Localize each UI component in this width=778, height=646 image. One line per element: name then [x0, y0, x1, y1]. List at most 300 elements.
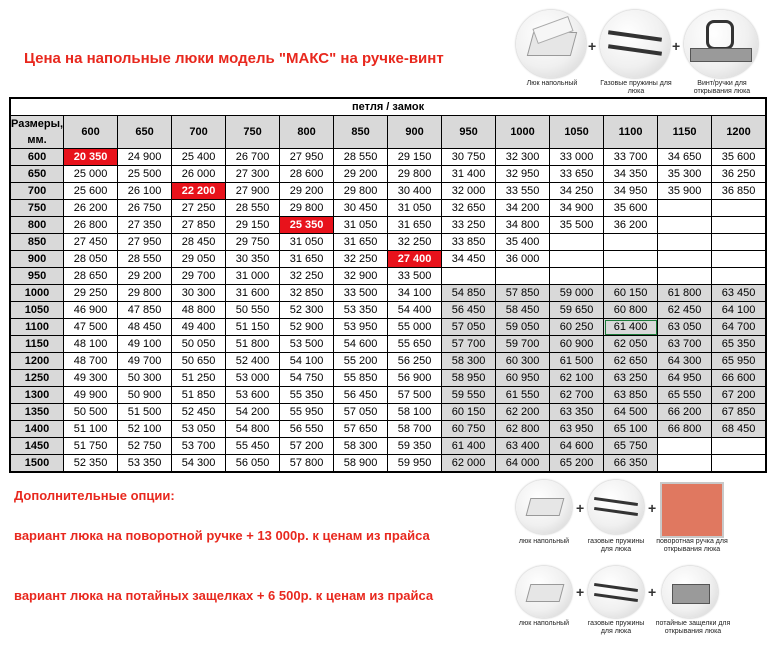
price-cell[interactable]: 53 350: [118, 455, 172, 473]
price-cell[interactable]: 48 800: [172, 302, 226, 319]
price-cell[interactable]: 66 350: [604, 455, 658, 473]
price-cell[interactable]: 52 450: [172, 404, 226, 421]
price-cell[interactable]: 29 200: [118, 268, 172, 285]
price-cell[interactable]: 51 250: [172, 370, 226, 387]
price-cell[interactable]: [712, 200, 767, 217]
price-cell[interactable]: 52 100: [118, 421, 172, 438]
table-row: [10, 302, 766, 319]
column-header: 600: [64, 116, 118, 149]
price-cell[interactable]: 58 900: [334, 455, 388, 473]
price-cell[interactable]: 50 500: [64, 404, 118, 421]
price-cell[interactable]: 27 300: [226, 166, 280, 183]
price-cell[interactable]: 51 850: [172, 387, 226, 404]
price-cell[interactable]: 62 000: [442, 455, 496, 473]
column-header: 1150: [658, 116, 712, 149]
price-cell[interactable]: [658, 438, 712, 455]
price-cell[interactable]: 51 800: [226, 336, 280, 353]
price-cell[interactable]: 57 700: [442, 336, 496, 353]
price-cell[interactable]: 22 200: [172, 183, 226, 200]
floor-hatch-image: [516, 480, 572, 534]
price-cell[interactable]: 50 650: [172, 353, 226, 370]
price-cell[interactable]: 51 100: [64, 421, 118, 438]
price-cell[interactable]: 56 450: [334, 387, 388, 404]
row-header: 1350: [10, 404, 64, 421]
table-row: [10, 149, 766, 166]
price-cell[interactable]: 53 000: [226, 370, 280, 387]
price-cell[interactable]: 55 200: [334, 353, 388, 370]
price-cell[interactable]: 36 850: [712, 183, 767, 200]
price-cell[interactable]: 29 250: [64, 285, 118, 302]
price-cell[interactable]: 61 800: [658, 285, 712, 302]
price-cell[interactable]: 53 950: [334, 319, 388, 336]
price-cell[interactable]: 56 050: [226, 455, 280, 473]
row-header: 900: [10, 251, 64, 268]
price-cell[interactable]: 29 150: [226, 217, 280, 234]
price-cell[interactable]: 28 650: [64, 268, 118, 285]
row-header: 850: [10, 234, 64, 251]
price-cell[interactable]: 47 850: [118, 302, 172, 319]
price-cell[interactable]: 35 600: [712, 149, 767, 166]
price-cell[interactable]: 34 950: [604, 183, 658, 200]
price-cell[interactable]: 57 800: [280, 455, 334, 473]
price-cell[interactable]: 26 800: [64, 217, 118, 234]
price-cell[interactable]: 53 050: [172, 421, 226, 438]
price-cell[interactable]: 31 650: [388, 217, 442, 234]
price-cell[interactable]: 63 850: [604, 387, 658, 404]
price-cell[interactable]: [712, 234, 767, 251]
price-cell[interactable]: 62 800: [496, 421, 550, 438]
price-cell[interactable]: 29 200: [280, 183, 334, 200]
price-cell[interactable]: 28 600: [280, 166, 334, 183]
price-cell[interactable]: 52 300: [280, 302, 334, 319]
price-cell[interactable]: 65 200: [550, 455, 604, 473]
price-cell[interactable]: 36 200: [604, 217, 658, 234]
price-cell[interactable]: 67 850: [712, 404, 767, 421]
caption: потайные защелки для открывания люка: [655, 620, 731, 635]
price-cell[interactable]: 62 450: [658, 302, 712, 319]
price-cell[interactable]: 32 250: [280, 268, 334, 285]
price-cell[interactable]: 35 400: [496, 234, 550, 251]
price-cell[interactable]: 59 700: [496, 336, 550, 353]
price-cell[interactable]: 64 100: [712, 302, 767, 319]
price-cell[interactable]: 49 100: [118, 336, 172, 353]
price-cell[interactable]: 27 400: [388, 251, 442, 268]
price-cell[interactable]: 29 700: [172, 268, 226, 285]
price-cell[interactable]: 31 050: [280, 234, 334, 251]
price-cell[interactable]: 32 950: [496, 166, 550, 183]
price-cell[interactable]: 35 600: [604, 200, 658, 217]
price-cell[interactable]: 31 650: [334, 234, 388, 251]
price-cell[interactable]: 61 550: [496, 387, 550, 404]
price-cell[interactable]: 55 000: [388, 319, 442, 336]
price-cell[interactable]: 54 800: [226, 421, 280, 438]
price-cell[interactable]: 53 500: [280, 336, 334, 353]
price-cell[interactable]: 53 350: [334, 302, 388, 319]
price-cell[interactable]: 31 050: [334, 217, 388, 234]
price-cell[interactable]: 63 050: [658, 319, 712, 336]
price-cell[interactable]: 51 750: [64, 438, 118, 455]
table-row: [10, 234, 766, 251]
price-cell[interactable]: 61 400: [604, 319, 658, 336]
price-cell[interactable]: 35 300: [658, 166, 712, 183]
price-cell[interactable]: 25 400: [172, 149, 226, 166]
column-header: 1050: [550, 116, 604, 149]
price-cell[interactable]: 68 450: [712, 421, 767, 438]
price-cell[interactable]: 50 550: [226, 302, 280, 319]
price-cell[interactable]: 48 700: [64, 353, 118, 370]
price-cell[interactable]: 54 850: [442, 285, 496, 302]
price-cell[interactable]: 31 650: [280, 251, 334, 268]
row-header: 1050: [10, 302, 64, 319]
price-cell[interactable]: 59 050: [496, 319, 550, 336]
price-cell[interactable]: 46 900: [64, 302, 118, 319]
price-cell[interactable]: 27 350: [118, 217, 172, 234]
price-cell[interactable]: 58 950: [442, 370, 496, 387]
price-cell[interactable]: 53 700: [172, 438, 226, 455]
price-cell[interactable]: 60 150: [442, 404, 496, 421]
price-cell[interactable]: 60 300: [496, 353, 550, 370]
gas-springs-image: [600, 10, 670, 78]
price-cell[interactable]: 62 700: [550, 387, 604, 404]
price-cell[interactable]: 34 450: [442, 251, 496, 268]
price-cell[interactable]: 55 350: [280, 387, 334, 404]
price-cell[interactable]: 63 700: [658, 336, 712, 353]
price-cell[interactable]: 63 400: [496, 438, 550, 455]
price-cell[interactable]: 30 300: [172, 285, 226, 302]
price-cell[interactable]: [658, 251, 712, 268]
price-cell[interactable]: 32 300: [496, 149, 550, 166]
row-header: 1400: [10, 421, 64, 438]
price-cell[interactable]: 57 500: [388, 387, 442, 404]
price-cell[interactable]: 36 000: [496, 251, 550, 268]
price-cell[interactable]: 54 100: [280, 353, 334, 370]
price-cell[interactable]: 64 000: [496, 455, 550, 473]
price-cell[interactable]: 34 250: [550, 183, 604, 200]
price-cell[interactable]: [658, 234, 712, 251]
price-cell[interactable]: 29 200: [334, 166, 388, 183]
table-row: [10, 336, 766, 353]
table-row: [10, 200, 766, 217]
price-cell[interactable]: 33 700: [604, 149, 658, 166]
price-table: [9, 97, 767, 473]
price-cell[interactable]: 33 650: [550, 166, 604, 183]
price-cell[interactable]: 59 000: [550, 285, 604, 302]
price-cell[interactable]: 64 500: [604, 404, 658, 421]
caption: люк напольный: [518, 538, 570, 545]
price-cell[interactable]: 52 900: [280, 319, 334, 336]
price-cell[interactable]: 20 350: [64, 149, 118, 166]
price-cell[interactable]: [658, 268, 712, 285]
price-cell[interactable]: 58 700: [388, 421, 442, 438]
price-cell[interactable]: 65 750: [604, 438, 658, 455]
price-cell[interactable]: 34 650: [658, 149, 712, 166]
row-header: 700: [10, 183, 64, 200]
price-cell[interactable]: 63 350: [550, 404, 604, 421]
price-cell[interactable]: 57 650: [334, 421, 388, 438]
price-cell[interactable]: 30 750: [442, 149, 496, 166]
price-cell[interactable]: [712, 268, 767, 285]
price-cell[interactable]: 49 400: [172, 319, 226, 336]
price-cell[interactable]: 49 700: [118, 353, 172, 370]
price-cell[interactable]: 47 500: [64, 319, 118, 336]
table-row: [10, 217, 766, 234]
price-cell[interactable]: 29 800: [334, 183, 388, 200]
price-cell[interactable]: 65 350: [712, 336, 767, 353]
row-header: 1500: [10, 455, 64, 473]
price-cell[interactable]: 57 050: [334, 404, 388, 421]
price-cell[interactable]: 49 900: [64, 387, 118, 404]
price-cell[interactable]: 32 850: [280, 285, 334, 302]
price-cell[interactable]: 58 450: [496, 302, 550, 319]
column-header: 1200: [712, 116, 767, 149]
price-cell[interactable]: 58 100: [388, 404, 442, 421]
price-cell[interactable]: 52 750: [118, 438, 172, 455]
price-cell[interactable]: 53 600: [226, 387, 280, 404]
table-body: [10, 149, 766, 473]
table-row: [10, 251, 766, 268]
price-cell[interactable]: 35 500: [550, 217, 604, 234]
price-cell[interactable]: 35 900: [658, 183, 712, 200]
price-cell[interactable]: 28 050: [64, 251, 118, 268]
price-cell[interactable]: 55 850: [334, 370, 388, 387]
price-cell[interactable]: 60 900: [550, 336, 604, 353]
price-cell[interactable]: 56 250: [388, 353, 442, 370]
price-cell[interactable]: 29 800: [388, 166, 442, 183]
price-cell[interactable]: 55 450: [226, 438, 280, 455]
price-cell[interactable]: [712, 217, 767, 234]
plus-sign: +: [672, 38, 681, 54]
price-cell[interactable]: 33 850: [442, 234, 496, 251]
price-cell[interactable]: [442, 268, 496, 285]
table-row: [10, 166, 766, 183]
price-cell[interactable]: 51 150: [226, 319, 280, 336]
price-cell[interactable]: 50 300: [118, 370, 172, 387]
price-cell[interactable]: 27 950: [118, 234, 172, 251]
row-header: 950: [10, 268, 64, 285]
price-cell[interactable]: [658, 217, 712, 234]
price-cell[interactable]: 59 650: [550, 302, 604, 319]
price-cell[interactable]: 56 450: [442, 302, 496, 319]
column-header: 950: [442, 116, 496, 149]
caption: Газовые пружины для люка: [600, 80, 672, 95]
price-cell[interactable]: 64 700: [712, 319, 767, 336]
price-cell[interactable]: 60 150: [604, 285, 658, 302]
price-cell[interactable]: 33 250: [442, 217, 496, 234]
price-cell[interactable]: 30 450: [334, 200, 388, 217]
price-cell[interactable]: 60 750: [442, 421, 496, 438]
price-cell[interactable]: 27 250: [172, 200, 226, 217]
price-cell[interactable]: 25 600: [64, 183, 118, 200]
price-cell[interactable]: 52 350: [64, 455, 118, 473]
price-cell[interactable]: 31 600: [226, 285, 280, 302]
price-cell[interactable]: 58 300: [442, 353, 496, 370]
price-cell[interactable]: 25 000: [64, 166, 118, 183]
price-cell[interactable]: 29 050: [172, 251, 226, 268]
price-cell[interactable]: 27 850: [172, 217, 226, 234]
price-cell[interactable]: 51 500: [118, 404, 172, 421]
price-cell[interactable]: 31 400: [442, 166, 496, 183]
price-cell[interactable]: 36 250: [712, 166, 767, 183]
price-cell[interactable]: 34 800: [496, 217, 550, 234]
price-cell[interactable]: 64 600: [550, 438, 604, 455]
price-cell[interactable]: 32 250: [388, 234, 442, 251]
price-cell[interactable]: 33 550: [496, 183, 550, 200]
price-cell[interactable]: 28 550: [118, 251, 172, 268]
price-cell[interactable]: 26 750: [118, 200, 172, 217]
price-cell[interactable]: 30 350: [226, 251, 280, 268]
price-cell[interactable]: 33 000: [550, 149, 604, 166]
price-cell[interactable]: 63 950: [550, 421, 604, 438]
column-header: 1100: [604, 116, 658, 149]
price-cell[interactable]: 63 450: [712, 285, 767, 302]
caption: поворотная ручка для открывания люка: [656, 538, 728, 553]
price-cell[interactable]: 28 550: [334, 149, 388, 166]
price-cell[interactable]: 32 900: [334, 268, 388, 285]
caption: газовые пружины для люка: [587, 620, 645, 635]
price-cell[interactable]: 50 050: [172, 336, 226, 353]
table-row: [10, 353, 766, 370]
price-cell[interactable]: 26 700: [226, 149, 280, 166]
price-cell[interactable]: [550, 251, 604, 268]
price-cell[interactable]: 54 600: [334, 336, 388, 353]
price-cell[interactable]: 26 200: [64, 200, 118, 217]
price-cell[interactable]: 54 300: [172, 455, 226, 473]
price-cell[interactable]: 48 100: [64, 336, 118, 353]
price-cell[interactable]: 59 350: [388, 438, 442, 455]
table-row: [10, 268, 766, 285]
price-cell[interactable]: [496, 268, 550, 285]
price-cell[interactable]: 32 000: [442, 183, 496, 200]
price-cell[interactable]: 57 200: [280, 438, 334, 455]
price-cell[interactable]: 65 950: [712, 353, 767, 370]
price-cell[interactable]: 27 900: [226, 183, 280, 200]
price-cell[interactable]: 56 900: [388, 370, 442, 387]
table-row: [10, 438, 766, 455]
price-cell[interactable]: 66 600: [712, 370, 767, 387]
price-cell[interactable]: 31 000: [226, 268, 280, 285]
price-cell[interactable]: 55 950: [280, 404, 334, 421]
price-cell[interactable]: 66 800: [658, 421, 712, 438]
price-cell[interactable]: 52 400: [226, 353, 280, 370]
price-cell[interactable]: 67 200: [712, 387, 767, 404]
price-cell[interactable]: 48 450: [118, 319, 172, 336]
price-cell[interactable]: [712, 438, 767, 455]
price-cell[interactable]: [604, 234, 658, 251]
price-cell[interactable]: 59 550: [442, 387, 496, 404]
row-header: 1300: [10, 387, 64, 404]
price-cell[interactable]: 62 200: [496, 404, 550, 421]
price-cell[interactable]: 34 100: [388, 285, 442, 302]
price-cell[interactable]: 29 800: [280, 200, 334, 217]
price-cell[interactable]: [712, 455, 767, 473]
price-cell[interactable]: 29 750: [226, 234, 280, 251]
price-cell[interactable]: 54 400: [388, 302, 442, 319]
price-cell[interactable]: 50 900: [118, 387, 172, 404]
option-line-rotary: вариант люка на поворотной ручке + 13 000р. к ценам из прайса: [14, 528, 430, 543]
price-cell[interactable]: 59 950: [388, 455, 442, 473]
caption: Люк напольный: [526, 80, 578, 87]
price-cell[interactable]: 24 900: [118, 149, 172, 166]
price-cell[interactable]: 60 800: [604, 302, 658, 319]
option1-images: + + люк напольный газовые пружины для люка поворотная ручка для открывания люка: [512, 480, 774, 560]
price-cell[interactable]: 25 500: [118, 166, 172, 183]
price-cell[interactable]: 64 950: [658, 370, 712, 387]
price-cell[interactable]: 61 400: [442, 438, 496, 455]
price-cell[interactable]: 55 650: [388, 336, 442, 353]
price-cell[interactable]: 27 950: [280, 149, 334, 166]
price-cell[interactable]: 65 100: [604, 421, 658, 438]
table-row: [10, 387, 766, 404]
column-header: 1000: [496, 116, 550, 149]
table-row: [10, 421, 766, 438]
price-cell[interactable]: [550, 268, 604, 285]
price-cell[interactable]: 56 550: [280, 421, 334, 438]
price-cell[interactable]: 60 250: [550, 319, 604, 336]
price-cell[interactable]: 33 500: [388, 268, 442, 285]
price-cell[interactable]: [658, 455, 712, 473]
price-cell[interactable]: 25 350: [280, 217, 334, 234]
caption: газовые пружины для люка: [587, 538, 645, 553]
price-cell[interactable]: 57 050: [442, 319, 496, 336]
price-cell[interactable]: 34 350: [604, 166, 658, 183]
price-cell[interactable]: 57 850: [496, 285, 550, 302]
price-cell[interactable]: 54 750: [280, 370, 334, 387]
price-cell[interactable]: 28 550: [226, 200, 280, 217]
price-cell[interactable]: [604, 251, 658, 268]
price-cell[interactable]: 62 100: [550, 370, 604, 387]
price-cell[interactable]: 60 950: [496, 370, 550, 387]
column-header-row: [10, 116, 766, 149]
price-cell[interactable]: 33 500: [334, 285, 388, 302]
price-cell[interactable]: 30 400: [388, 183, 442, 200]
price-cell[interactable]: 34 900: [550, 200, 604, 217]
price-cell[interactable]: 65 550: [658, 387, 712, 404]
price-cell[interactable]: 26 000: [172, 166, 226, 183]
row-header: 750: [10, 200, 64, 217]
table-merged-header: петля / замок: [10, 98, 766, 116]
price-cell[interactable]: [658, 200, 712, 217]
price-cell[interactable]: 63 250: [604, 370, 658, 387]
price-cell[interactable]: 32 250: [334, 251, 388, 268]
price-cell[interactable]: [550, 234, 604, 251]
price-cell[interactable]: [604, 268, 658, 285]
row-header: 650: [10, 166, 64, 183]
column-header: 900: [388, 116, 442, 149]
price-cell[interactable]: 49 300: [64, 370, 118, 387]
price-cell[interactable]: 28 450: [172, 234, 226, 251]
price-cell[interactable]: 62 650: [604, 353, 658, 370]
price-cell[interactable]: 61 500: [550, 353, 604, 370]
price-cell[interactable]: 29 150: [388, 149, 442, 166]
price-cell[interactable]: 54 200: [226, 404, 280, 421]
price-cell[interactable]: 29 800: [118, 285, 172, 302]
hidden-latch-image: [662, 566, 718, 618]
price-cell[interactable]: 27 450: [64, 234, 118, 251]
price-cell[interactable]: 66 200: [658, 404, 712, 421]
row-header: 1150: [10, 336, 64, 353]
price-cell[interactable]: 34 200: [496, 200, 550, 217]
price-cell[interactable]: 26 100: [118, 183, 172, 200]
table-row: [10, 319, 766, 336]
price-cell[interactable]: 64 300: [658, 353, 712, 370]
price-cell[interactable]: 32 650: [442, 200, 496, 217]
option2-images: + + люк напольный газовые пружины для люка потайные защелки для открывания люка: [512, 564, 774, 644]
price-cell[interactable]: 62 050: [604, 336, 658, 353]
price-cell[interactable]: [712, 251, 767, 268]
table-row: [10, 404, 766, 421]
price-cell[interactable]: 31 050: [388, 200, 442, 217]
price-cell[interactable]: 58 300: [334, 438, 388, 455]
